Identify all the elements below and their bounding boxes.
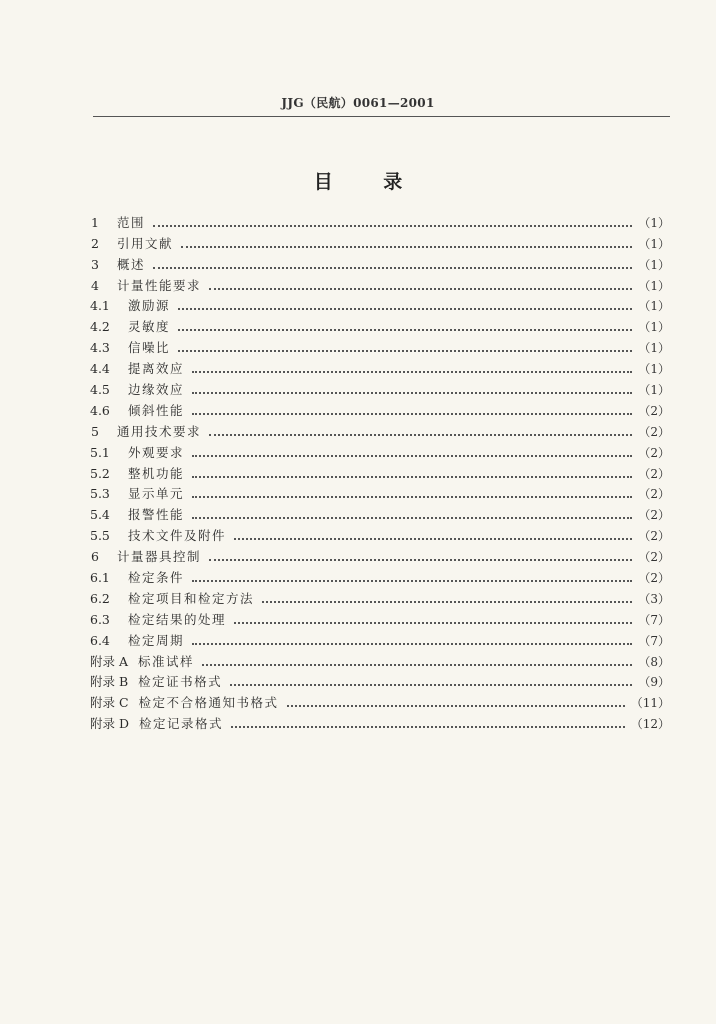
toc-entry-page: （2） [638, 424, 670, 439]
toc-entry-number: 5.5 [90, 528, 110, 544]
toc-entry-number: 6 [91, 549, 99, 565]
toc-entry-label: 信噪比 [128, 340, 171, 356]
toc-entry-number: 1 [91, 214, 99, 230]
toc-entry-page: （3） [638, 591, 670, 606]
toc-entry [90, 313, 670, 334]
table-of-contents [90, 209, 670, 731]
toc-entry-page: （2） [638, 550, 670, 565]
toc-entry-label: 报警性能 [128, 507, 185, 523]
toc-entry-page: （1） [638, 215, 670, 230]
toc-entry-number: 4.2 [90, 319, 110, 335]
toc-leader-dots [192, 412, 632, 415]
toc-entry-number: 6.2 [90, 590, 110, 606]
toc-entry-label: 检定结果的处理 [128, 611, 227, 627]
toc-entry [90, 564, 670, 585]
toc-leader-dots [209, 433, 632, 436]
toc-entry-page: （7） [638, 612, 670, 627]
toc-entry [90, 439, 670, 460]
toc-entry-page: （11） [630, 696, 670, 711]
toc-entry-number: 4.5 [90, 382, 110, 398]
toc-entry-label: 边缘效应 [128, 382, 185, 398]
toc-entry [90, 543, 670, 564]
header-rule [93, 116, 670, 117]
toc-leader-dots [192, 391, 632, 394]
toc-entry-page: （1） [638, 236, 670, 251]
toc-entry [90, 689, 670, 710]
toc-entry-number: 附录 C [90, 695, 129, 711]
toc-entry [90, 460, 670, 481]
toc-entry-number: 6.4 [90, 632, 110, 648]
toc-leader-dots [153, 266, 632, 269]
toc-entry-label: 检定项目和检定方法 [128, 590, 255, 606]
toc-entry [90, 209, 670, 230]
toc-entry [90, 293, 670, 314]
toc-entry [90, 606, 670, 627]
toc-leader-dots [231, 725, 625, 728]
toc-entry-label: 整机功能 [128, 465, 185, 481]
toc-entry-label: 检定记录格式 [139, 716, 224, 732]
toc-entry-page: （1） [638, 383, 670, 398]
toc-entry-page: （9） [638, 675, 670, 690]
toc-entry-label: 通用技术要求 [117, 423, 202, 439]
toc-entry-page: （1） [638, 362, 670, 377]
toc-entry-label: 标准试样 [138, 653, 195, 669]
toc-leader-dots [209, 287, 632, 290]
toc-entry-label: 技术文件及附件 [128, 528, 227, 544]
toc-entry-number: 6.1 [90, 570, 110, 586]
toc-entry-page: （2） [638, 571, 670, 586]
toc-entry-page: （1） [638, 320, 670, 335]
toc-entry-label: 倾斜性能 [128, 402, 185, 418]
toc-entry [90, 648, 670, 669]
toc-leader-dots [178, 349, 632, 352]
toc-entry-number: 5.1 [90, 444, 110, 460]
toc-entry [90, 251, 670, 272]
toc-entry-label: 计量器具控制 [117, 549, 202, 565]
toc-leader-dots [209, 558, 632, 561]
toc-entry-number: 4.6 [90, 402, 110, 418]
toc-entry-label: 外观要求 [128, 444, 185, 460]
toc-entry-page: （12） [630, 717, 670, 732]
toc-entry-page: （2） [638, 403, 670, 418]
toc-entry [90, 585, 670, 606]
toc-entry-page: （2） [638, 445, 670, 460]
toc-entry-page: （1） [638, 299, 670, 314]
toc-leader-dots [192, 642, 632, 645]
toc-leader-dots [153, 224, 632, 227]
toc-entry [90, 334, 670, 355]
toc-entry-number: 4.3 [90, 340, 110, 356]
toc-entry-number: 附录 B [90, 674, 129, 690]
toc-entry [90, 355, 670, 376]
toc-entry-page: （1） [638, 278, 670, 293]
toc-entry-label: 显示单元 [128, 486, 185, 502]
toc-entry-page: （2） [638, 466, 670, 481]
toc-entry-label: 检定证书格式 [138, 674, 223, 690]
document-code-header: JJG（民航）0061—2001 [281, 96, 435, 110]
toc-entry-label: 计量性能要求 [117, 277, 202, 293]
toc-entry-number: 4.4 [90, 361, 110, 377]
toc-leader-dots [287, 704, 625, 707]
toc-leader-dots [192, 516, 632, 519]
toc-leader-dots [234, 621, 632, 624]
toc-leader-dots [202, 663, 632, 666]
toc-entry [90, 627, 670, 648]
toc-entry-number: 5.4 [90, 507, 110, 523]
toc-entry-number: 4 [91, 277, 99, 293]
toc-entry-number: 附录 D [90, 716, 129, 732]
toc-leader-dots [178, 328, 632, 331]
toc-entry [90, 710, 670, 731]
toc-entry-page: （2） [638, 529, 670, 544]
toc-entry [90, 522, 670, 543]
toc-leader-dots [230, 683, 632, 686]
toc-entry-number: 3 [91, 256, 99, 272]
toc-entry [90, 481, 670, 502]
toc-entry-page: （2） [638, 508, 670, 523]
toc-entry-number: 4.1 [90, 298, 110, 314]
toc-entry [90, 669, 670, 690]
toc-title: 目 录 [313, 171, 425, 193]
toc-entry-number: 2 [91, 235, 99, 251]
toc-entry-label: 提离效应 [128, 361, 185, 377]
toc-leader-dots [234, 537, 632, 540]
toc-entry-page: （7） [638, 633, 670, 648]
toc-leader-dots [178, 307, 632, 310]
toc-entry-label: 概述 [117, 256, 146, 272]
toc-leader-dots [181, 245, 632, 248]
toc-leader-dots [192, 579, 632, 582]
toc-entry [90, 230, 670, 251]
toc-entry [90, 397, 670, 418]
toc-leader-dots [192, 370, 632, 373]
toc-entry-number: 5.2 [90, 465, 110, 481]
toc-entry-label: 激励源 [128, 298, 171, 314]
toc-entry-label: 引用文献 [117, 235, 174, 251]
toc-entry [90, 272, 670, 293]
toc-leader-dots [262, 600, 632, 603]
toc-entry-label: 检定不合格通知书格式 [138, 695, 279, 711]
toc-entry [90, 376, 670, 397]
toc-entry-page: （8） [638, 654, 670, 669]
toc-entry-number: 附录 A [90, 653, 129, 669]
toc-entry-number: 6.3 [90, 611, 110, 627]
toc-entry-page: （2） [638, 487, 670, 502]
toc-entry [90, 501, 670, 522]
toc-entry-page: （1） [638, 257, 670, 272]
toc-leader-dots [192, 454, 632, 457]
toc-entry-number: 5 [91, 423, 99, 439]
toc-entry-number: 5.3 [90, 486, 110, 502]
toc-entry-label: 灵敏度 [128, 319, 171, 335]
toc-entry-label: 检定条件 [128, 570, 185, 586]
toc-leader-dots [192, 475, 632, 478]
toc-leader-dots [192, 495, 632, 498]
toc-entry-label: 检定周期 [128, 632, 185, 648]
toc-entry [90, 418, 670, 439]
toc-entry-page: （1） [638, 341, 670, 356]
toc-entry-label: 范围 [117, 214, 146, 230]
